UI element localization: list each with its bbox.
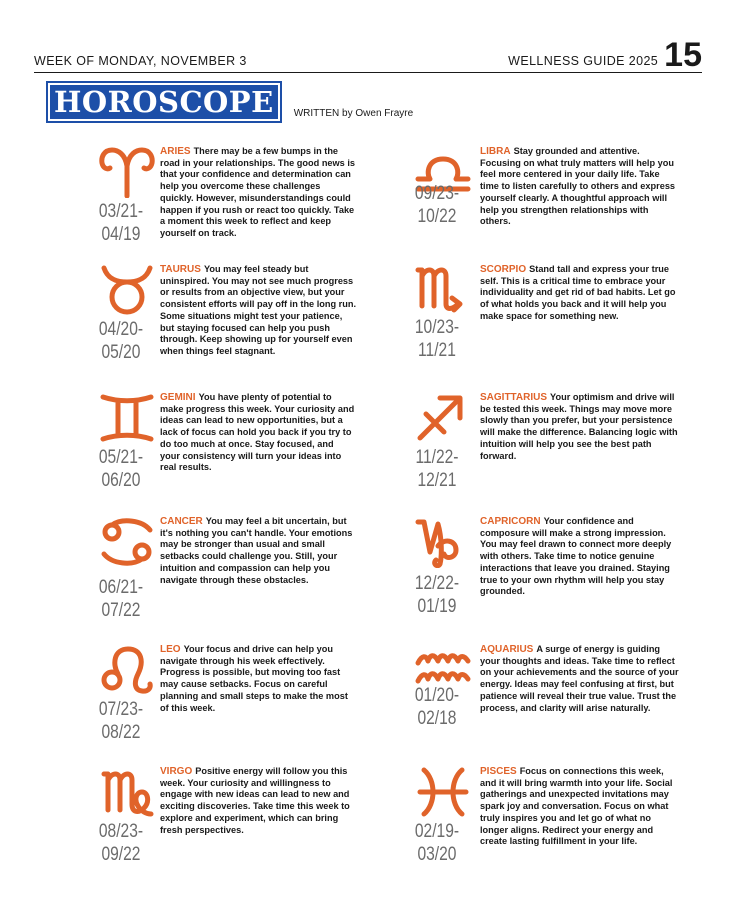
horoscope-logo: HOROSCOPE: [46, 81, 282, 123]
sign-description: Stand tall and express your true self. This is a critical time to embrace your individuality and get rid of bad habits. Let go of what holds you back and it will help you make space for something new.: [480, 264, 676, 321]
sign-text: [160, 644, 356, 714]
capricorn-icon: [414, 516, 472, 568]
page-number: 15: [664, 36, 702, 74]
sign-name: ARIES: [160, 146, 191, 157]
sign-name: PISCES: [480, 766, 517, 777]
date-range: 06/21- 07/22: [98, 577, 144, 621]
gemini-icon: [98, 392, 156, 444]
sagittarius-icon: [414, 392, 472, 444]
scorpio-icon: [414, 264, 472, 316]
masthead: [46, 83, 413, 123]
header-right: [508, 38, 702, 72]
sign-block-libra: [414, 146, 734, 266]
sign-block-leo: [98, 644, 418, 764]
sign-description: Your confidence and composure will make a strong impression. You may feel drawn to connect more deeply with others. Take time to notice genuine interactions that leave you drained. Staying true to your own rhythm will help you stay grounded.: [480, 516, 672, 597]
pisces-icon: [414, 766, 472, 818]
sign-name: LEO: [160, 644, 181, 655]
date-range: 10/23- 11/21: [414, 317, 460, 361]
date-range: 07/23- 08/22: [98, 699, 144, 743]
sign-text: [160, 146, 356, 240]
sign-block-scorpio: [414, 264, 734, 384]
sign-description: You have plenty of potential to make progress this week. Your curiosity and ideas can lead to new opportunities, but a lack of focus can hold you back if you try to do too much at once. Stay focused, and your consistency will turn your ideas into real results.: [160, 392, 355, 473]
sign-text: [480, 766, 680, 848]
sign-name: CAPRICORN: [480, 516, 541, 527]
sign-description: Your optimism and drive will be tested this week. Things may move more slowly than you prefer, but your persistence will make the difference. Balancing logic with intuition will help you see the best path forward.: [480, 392, 678, 461]
sign-text: [480, 146, 680, 228]
sign-text: [480, 516, 680, 598]
sign-text: [160, 766, 356, 836]
sign-name: AQUARIUS: [480, 644, 534, 655]
sign-block-aries: [98, 146, 418, 266]
byline: WRITTEN by Owen Frayre: [293, 108, 414, 119]
issue-date: WEEK OF MONDAY, NOVEMBER 3: [34, 54, 247, 68]
sign-name: GEMINI: [160, 392, 196, 403]
sign-text: [160, 516, 356, 586]
sign-block-cancer: [98, 516, 418, 636]
sign-text: [160, 392, 356, 474]
date-range: 12/22- 01/19: [414, 573, 460, 617]
sign-name: VIRGO: [160, 766, 193, 777]
sign-block-gemini: [98, 392, 418, 512]
sign-text: [480, 264, 680, 323]
aries-icon: [98, 146, 156, 198]
sign-name: LIBRA: [480, 146, 511, 157]
sign-description: Stay grounded and attentive. Focusing on what truly matters will help you feel more centered in your daily life. Take time to listen carefully to others and express yourself clearly. A thoughtful approach will help you strengthen relationships with others.: [480, 146, 676, 227]
sign-description: You may feel steady but uninspired. You may not see much progress or results from an objective view, but your consistent efforts will pay off in the long run. Some situations might test your patience, but staying focused can help you push through. Keep showing up for yourself even when things feel stagnant.: [160, 264, 357, 356]
cancer-icon: [98, 516, 156, 568]
sign-description: There may be a few bumps in the road in your relationships. The good news is that your confidence and determination can help you overcome these challenges quickly. However, misunderstandings could happen if you rush or react too quickly. Take a moment this week to reflect and keep yourself on track.: [160, 146, 356, 238]
page-header: [34, 34, 702, 73]
sign-block-sagittarius: [414, 392, 734, 512]
date-range: 09/23- 10/22: [414, 183, 460, 227]
sign-name: TAURUS: [160, 264, 201, 275]
date-range: 05/21- 06/20: [98, 447, 144, 491]
sign-text: [480, 644, 680, 714]
section-title: WELLNESS GUIDE 2025: [508, 54, 659, 68]
sign-description: Focus on connections this week, and it will bring warmth into your life. Social gatherings and unexpected invitations may spark joy and conversation. Focus on what truly inspires you and let go of what no longer aligns. Redirect your energy and create lasting fulfillment in your life.: [480, 766, 673, 847]
virgo-icon: [98, 766, 156, 818]
date-range: 01/20- 02/18: [414, 685, 460, 729]
sign-name: SAGITTARIUS: [480, 392, 548, 403]
sign-description: A surge of energy is guiding your thoughts and ideas. Take time to reflect on your achievements and the source of your energy. Ideas may feel confusing at first, but patience will reveal their true value. Trust the process, and clarity will arise naturally.: [480, 644, 679, 713]
taurus-icon: [98, 264, 156, 316]
date-range: 08/23- 09/22: [98, 821, 144, 865]
date-range: 02/19- 03/20: [414, 821, 460, 865]
sign-block-aquarius: [414, 644, 734, 764]
leo-icon: [98, 644, 156, 696]
sign-block-capricorn: [414, 516, 734, 636]
sign-block-virgo: [98, 766, 418, 886]
sign-block-pisces: [414, 766, 734, 886]
date-range: 03/21- 04/19: [98, 201, 144, 245]
sign-text: [160, 264, 356, 358]
sign-description: Your focus and drive can help you navigate through his week effectively. Progress is possible, but moving too fast may cause setbacks. Focus on careful planning and small steps to make the most of this week.: [160, 644, 348, 713]
date-range: 11/22- 12/21: [415, 447, 459, 491]
sign-name: CANCER: [160, 516, 203, 527]
sign-name: SCORPIO: [480, 264, 527, 275]
sign-description: You may feel a bit uncertain, but it's nothing you can't handle. Your emotions may be stronger than usual and small setbacks could challenge you. Still, your intuition and compassion can help you navigate through these obstacles.: [160, 516, 353, 585]
sign-description: Positive energy will follow you this week. Your curiosity and willingness to engage with new ideas can lead to new and exciting discoveries. Take time this week to explore and experiment, which can bring fresh perspectives.: [160, 766, 350, 835]
sign-block-taurus: [98, 264, 418, 384]
date-range: 04/20- 05/20: [98, 319, 144, 363]
sign-text: [480, 392, 680, 462]
